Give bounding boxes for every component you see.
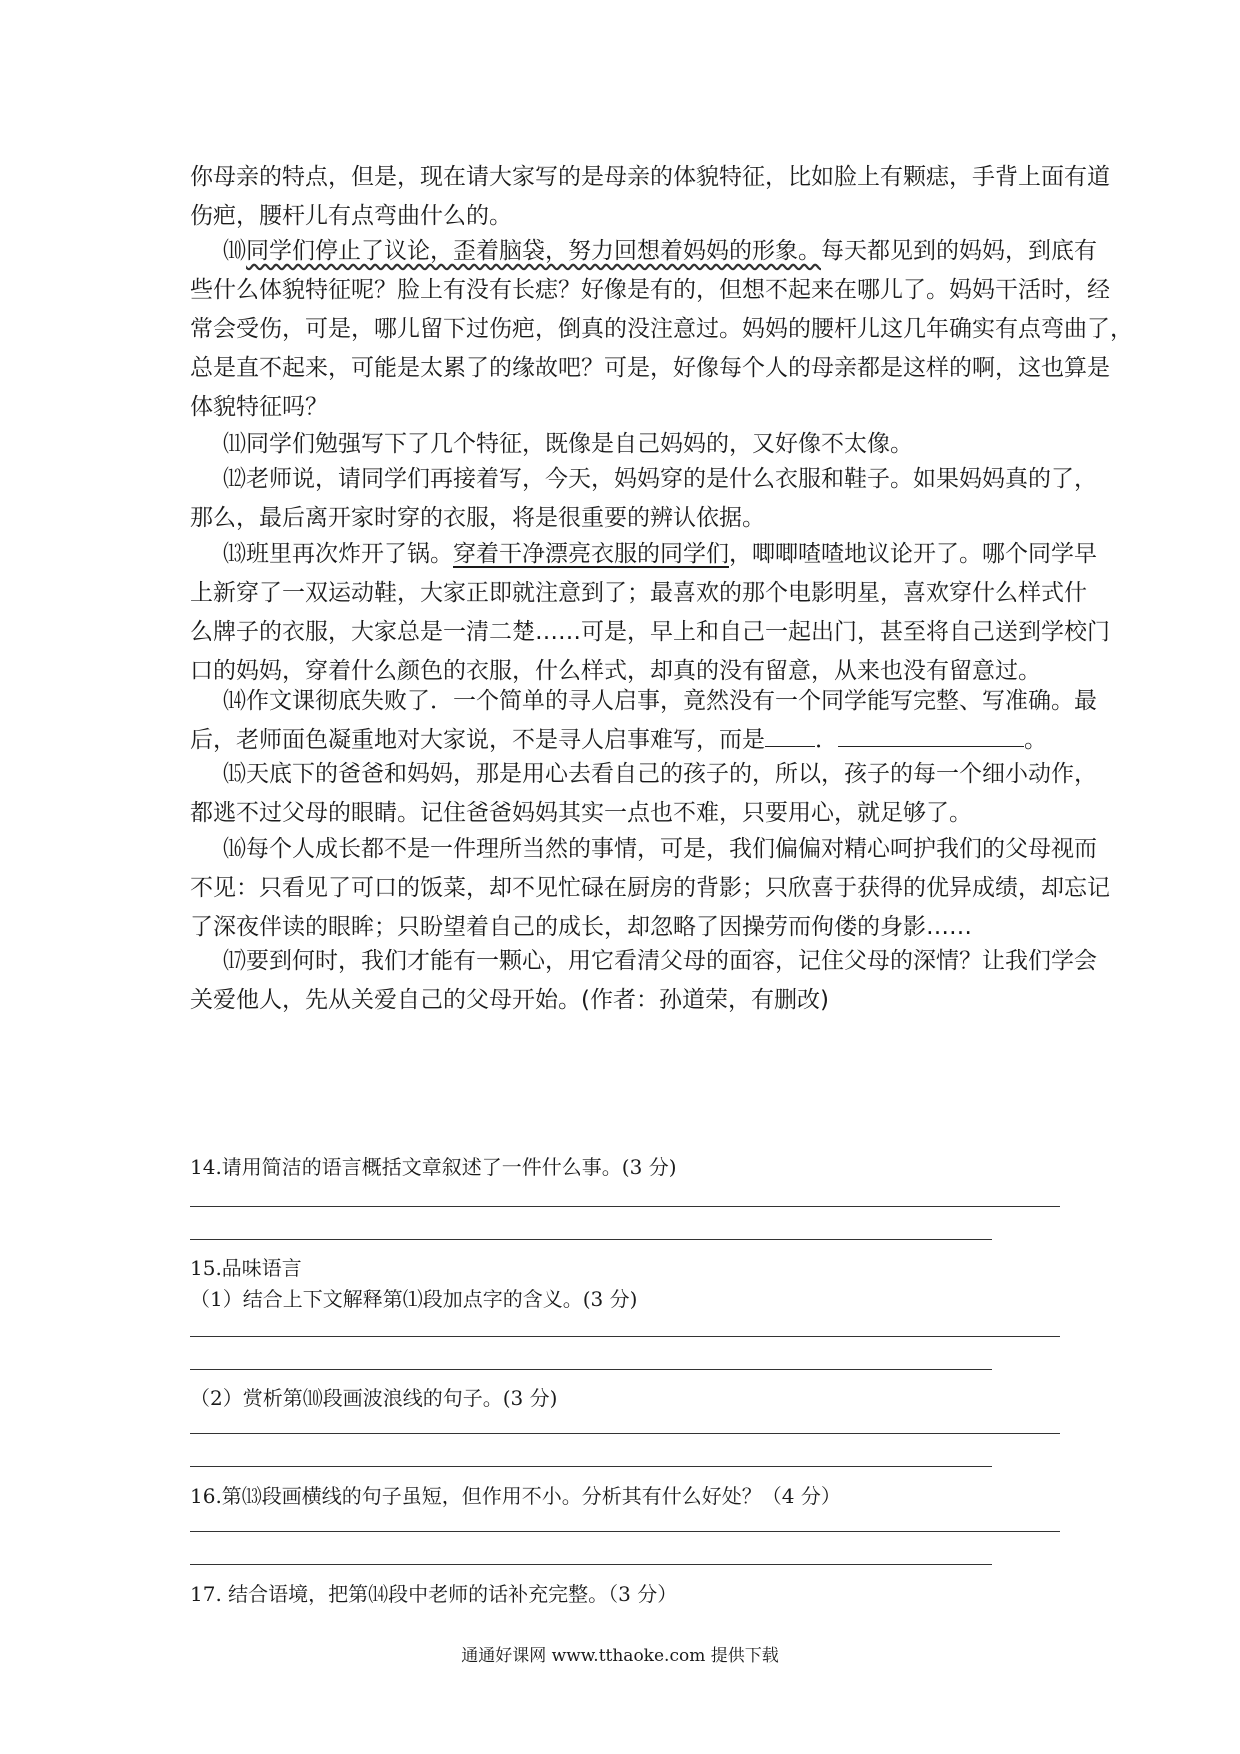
answer-line[interactable] [190,1239,992,1240]
paragraph-line: 了深夜伴读的眼眸；只盼望着自己的成长，却忽略了因操劳而佝偻的身影…… [190,914,972,940]
paragraph-line: 么牌子的衣服，大家总是一清二楚……可是，早上和自己一起出门，甚至将自己送到学校门 [190,619,1110,645]
page-footer: 通通好课网 www.tthaoke.com 提供下载 [461,1646,779,1666]
paragraph-line: ⑾同学们勉强写下了几个特征，既像是自己妈妈的，又好像不太像。 [223,431,913,457]
answer-line[interactable] [190,1206,1060,1207]
paragraph-line: 伤疤，腰杆儿有点弯曲什么的。 [190,203,512,229]
paragraph-10 [190,232,1133,427]
answer-line[interactable] [190,1433,1060,1434]
paragraph-line: 不见：只看见了可口的饭菜，却不见忙碌在厨房的背影；只欣喜于获得的优异成绩，却忘记 [190,875,1110,901]
question-15-1: （1）结合上下文解释第⑴段加点字的含义。(3 分) [190,1287,638,1311]
paragraph-line: ⒃每个人成长都不是一件理所当然的事情，可是，我们偏偏对精心呵护我们的父母视而 [223,836,1097,862]
paragraph-line: ⒄要到何时，我们才能有一颗心，用它看清父母的面容，记住父母的深情？让我们学会 [223,948,1097,974]
question-15-2: （2）赏析第⑽段画波浪线的句子。(3 分) [190,1386,558,1410]
paragraph-line: 那么，最后离开家时穿的衣服，将是很重要的辨认依据。 [190,505,765,531]
paragraph-line: ⒂天底下的爸爸和妈妈，那是用心去看自己的孩子的，所以，孩子的每一个细小动作， [223,761,1097,787]
paragraph-line: 关爱他人，先从关爱自己的父母开始。(作者：孙道荣，有删改) [190,987,829,1013]
paragraph-16 [190,830,1110,947]
answer-line[interactable] [190,1531,1060,1532]
paragraph-text: 。 [1024,727,1047,753]
paragraph-line: 总是直不起来，可能是太累了的缘故吧？可是，好像每个人的母亲都是这样的啊，这也算是 [190,355,1110,381]
question-15: 15.品味语言 [190,1256,302,1280]
paragraph-9 [190,158,1110,236]
paragraph-14 [190,682,1097,760]
wavy-underlined-sentence: 同学们停止了议论，歪着脑袋，努力回想着妈妈的形象。 [246,238,821,264]
answer-line[interactable] [190,1564,992,1565]
paragraph-13 [190,535,1110,691]
paragraph-text: ⒀班里再次炸开了锅。 [223,541,453,567]
paragraph-line: 体貌特征吗？ [190,394,328,420]
paragraph-text: ，唧唧喳喳地议论开了。哪个同学早 [729,541,1097,567]
blank-separator: ． [815,727,838,753]
paragraph-number: ⑽ [223,238,246,264]
answer-line[interactable] [190,1336,1060,1337]
paragraph-line: 都逃不过父母的眼睛。记住爸爸妈妈其实一点也不难，只要用心，就足够了。 [190,800,972,826]
paragraph-17 [190,942,1097,1020]
underlined-sentence: 穿着干净漂亮衣服的同学们 [453,541,729,567]
answer-line[interactable] [190,1466,992,1467]
paragraph-line: 些什么体貌特征呢？脸上有没有长痣？好像是有的，但想不起来在哪儿了。妈妈干活时，经 [190,277,1110,303]
question-14: 14.请用简洁的语言概括文章叙述了一件什么事。(3 分) [190,1155,677,1179]
paragraph-line: 你母亲的特点，但是，现在请大家写的是母亲的体貌特征，比如脸上有颗痣，手背上面有道 [190,164,1110,190]
fill-in-blank[interactable] [838,724,1024,747]
paragraph-line: 上新穿了一双运动鞋，大家正即就注意到了；最喜欢的那个电影明星，喜欢穿什么样式什 [190,580,1087,606]
question-16: 16.第⒀段画横线的句子虽短，但作用不小。分析其有什么好处？（4 分） [190,1484,841,1508]
paragraph-line: ⑿老师说，请同学们再接着写，今天，妈妈穿的是什么衣服和鞋子。如果妈妈真的了， [223,466,1097,492]
answer-line[interactable] [190,1369,992,1370]
paragraph-12 [190,460,1097,538]
paragraph-11 [190,425,1060,464]
paragraph-15 [190,755,1097,833]
paragraph-line: 常会受伤，可是，哪儿留下过伤疤，倒真的没注意过。妈妈的腰杆儿这几年确实有点弯曲了， [190,316,1133,342]
paragraph-line: ⒁作文课彻底失败了．一个简单的寻人启事，竟然没有一个同学能写完整、写准确。最 [223,688,1097,714]
question-17: 17. 结合语境，把第⒁段中老师的话补充完整。（3 分） [190,1582,678,1606]
paragraph-text: 每天都见到的妈妈，到底有 [821,238,1097,264]
paragraph-text: 后，老师面色凝重地对大家说，不是寻人启事难写，而是 [190,727,765,753]
paragraph-line: 口的妈妈，穿着什么颜色的衣服，什么样式，却真的没有留意，从来也没有留意过。 [190,658,1041,684]
fill-in-blank[interactable] [765,724,815,747]
